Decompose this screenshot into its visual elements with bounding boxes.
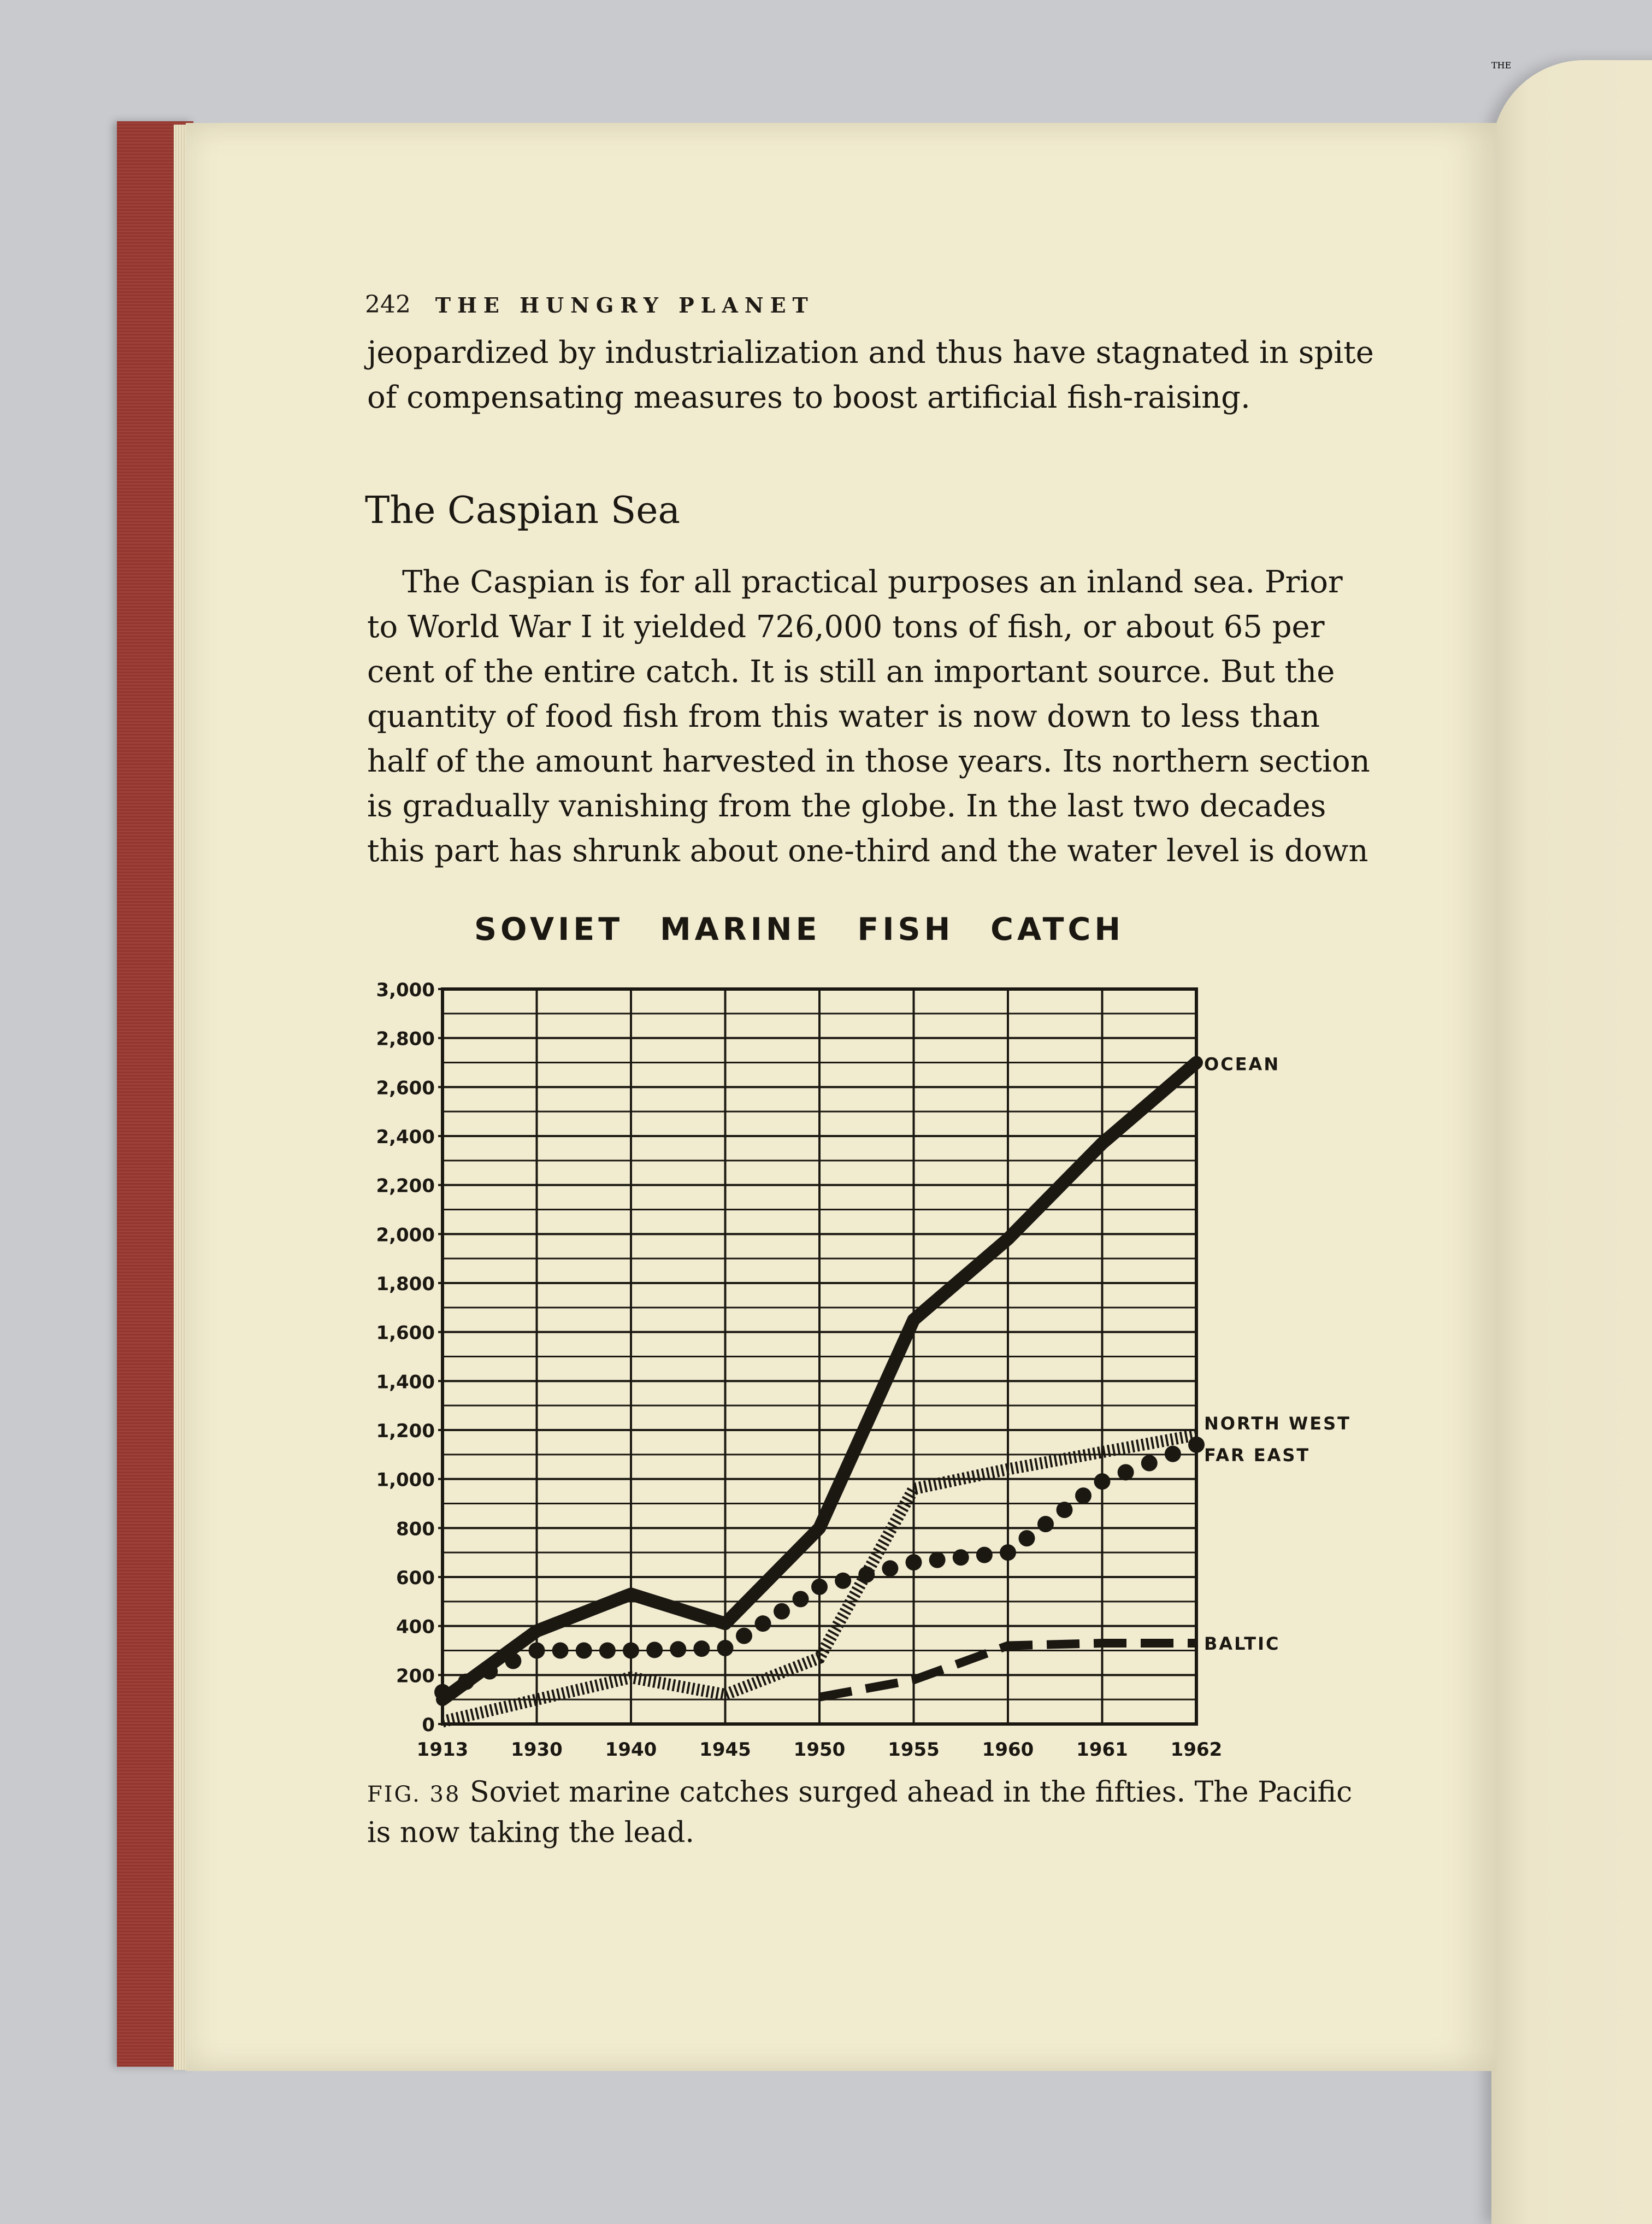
series-far-east-dot bbox=[736, 1628, 752, 1644]
series-far-east-dot bbox=[906, 1554, 922, 1570]
y-tick-label: 200 bbox=[396, 1665, 435, 1687]
y-tick-label: 1,000 bbox=[376, 1469, 435, 1491]
series-far-east-dot bbox=[1141, 1455, 1158, 1472]
figure-label: FIG. 38 bbox=[367, 1782, 461, 1807]
series-far-east-dot bbox=[976, 1547, 993, 1563]
y-axis-ticks bbox=[376, 979, 442, 1736]
figure-caption bbox=[367, 1773, 1352, 1852]
series-far-east-dot bbox=[811, 1579, 828, 1595]
series-far-east-dot bbox=[953, 1549, 969, 1566]
series-far-east-dot bbox=[529, 1643, 545, 1659]
series-far-east-dot bbox=[1165, 1446, 1181, 1462]
text-line: is gradually vanishing from the globe. In the last two decades bbox=[367, 784, 1334, 829]
section-title: The Caspian Sea bbox=[365, 489, 680, 532]
caption-line-2: is now taking the lead. bbox=[367, 1814, 1352, 1852]
x-tick-label: 1962 bbox=[1171, 1739, 1223, 1761]
series-far-east-dot bbox=[1037, 1516, 1054, 1532]
x-tick-label: 1955 bbox=[888, 1739, 940, 1761]
page-number: 242 bbox=[365, 291, 411, 319]
series-far-east-dot bbox=[481, 1663, 498, 1680]
series-far-east-dot bbox=[858, 1567, 875, 1583]
facing-page-running-head: THE bbox=[1491, 60, 1511, 70]
y-tick-label: 2,000 bbox=[376, 1224, 435, 1246]
x-tick-label: 1940 bbox=[605, 1739, 657, 1761]
text-line: of compensating measures to boost artificial fish-raising. bbox=[367, 375, 1334, 420]
caption-line-1 bbox=[367, 1773, 1352, 1814]
series-far-east-dot bbox=[835, 1573, 851, 1589]
x-tick-label: 1950 bbox=[794, 1739, 846, 1761]
series-far-east-dot bbox=[793, 1591, 809, 1607]
series-label-baltic: BALTIC bbox=[1204, 1633, 1280, 1654]
y-tick-label: 400 bbox=[396, 1616, 435, 1638]
series-far-east-dot bbox=[1019, 1530, 1035, 1546]
y-tick-label: 2,800 bbox=[376, 1028, 435, 1050]
y-tick-label: 1,400 bbox=[376, 1371, 435, 1393]
x-axis-ticks bbox=[417, 1739, 1223, 1761]
x-tick-label: 1945 bbox=[699, 1739, 751, 1761]
series-label-ocean: OCEAN bbox=[1204, 1054, 1280, 1075]
series-far-east-dot bbox=[552, 1643, 569, 1659]
series-far-east-dot bbox=[1000, 1544, 1016, 1561]
series-far-east-dot bbox=[646, 1641, 663, 1658]
chart-grid bbox=[442, 989, 1196, 1724]
x-tick-label: 1930 bbox=[511, 1739, 563, 1761]
series-far-east-dot bbox=[1075, 1487, 1092, 1504]
series-labels bbox=[1204, 1054, 1351, 1655]
y-tick-label: 800 bbox=[396, 1518, 435, 1540]
running-title: THE HUNGRY PLANET bbox=[435, 293, 815, 317]
series-far-east-dot bbox=[576, 1643, 592, 1659]
text-line: cent of the entire catch. It is still an important source. But the bbox=[367, 650, 1334, 695]
y-tick-label: 2,600 bbox=[376, 1077, 435, 1099]
series-far-east-dot bbox=[1118, 1464, 1134, 1480]
text-line: this part has shrunk about one-third and the water level is down bbox=[367, 829, 1334, 874]
series-far-east-dot bbox=[623, 1643, 639, 1659]
text-line: half of the amount harvested in those years. Its northern section bbox=[367, 739, 1334, 784]
y-tick-label: 0 bbox=[422, 1714, 435, 1736]
series-far-east-dot bbox=[1094, 1473, 1111, 1490]
y-tick-label: 600 bbox=[396, 1567, 435, 1589]
series-far-east-dot bbox=[882, 1560, 898, 1576]
text-line: The Caspian is for all practical purposes an inland sea. Prior bbox=[367, 560, 1334, 605]
caption-text: Soviet marine catches surged ahead in the fifties. The Pacific bbox=[470, 1776, 1352, 1809]
y-tick-label: 1,600 bbox=[376, 1322, 435, 1344]
series-far-east-dot bbox=[774, 1603, 790, 1620]
series-far-east-dot bbox=[755, 1615, 771, 1632]
series-far-east-dot bbox=[434, 1684, 451, 1701]
series-far-east-dot bbox=[929, 1552, 946, 1568]
text-line: quantity of food fish from this water is now down to less than bbox=[367, 695, 1334, 739]
series-label-north-west: NORTH WEST bbox=[1204, 1413, 1351, 1434]
text-line: to World War I it yielded 726,000 tons of fish, or about 65 per bbox=[367, 605, 1334, 650]
y-tick-label: 2,200 bbox=[376, 1175, 435, 1197]
x-tick-label: 1961 bbox=[1076, 1739, 1128, 1761]
chart-title: SOVIET MARINE FISH CATCH bbox=[474, 911, 1124, 948]
series-far-east-dot bbox=[599, 1643, 616, 1659]
y-tick-label: 2,400 bbox=[376, 1126, 435, 1148]
x-tick-label: 1960 bbox=[982, 1739, 1034, 1761]
text-line: jeopardized by industrialization and thus have stagnated in spite bbox=[367, 331, 1334, 375]
series-far-east-dot bbox=[1188, 1437, 1205, 1453]
x-tick-label: 1913 bbox=[417, 1739, 469, 1761]
series-far-east-dot bbox=[505, 1653, 521, 1669]
series-far-east-dot bbox=[458, 1674, 474, 1690]
y-tick-label: 1,200 bbox=[376, 1420, 435, 1442]
y-tick-label: 3,000 bbox=[376, 979, 435, 1001]
y-tick-label: 1,800 bbox=[376, 1273, 435, 1295]
series-far-east-dot bbox=[717, 1640, 734, 1656]
series-label-far-east: FAR EAST bbox=[1204, 1445, 1310, 1466]
series-far-east-dot bbox=[693, 1640, 710, 1657]
series-far-east-dot bbox=[1057, 1502, 1073, 1518]
series-far-east-dot bbox=[670, 1641, 686, 1657]
